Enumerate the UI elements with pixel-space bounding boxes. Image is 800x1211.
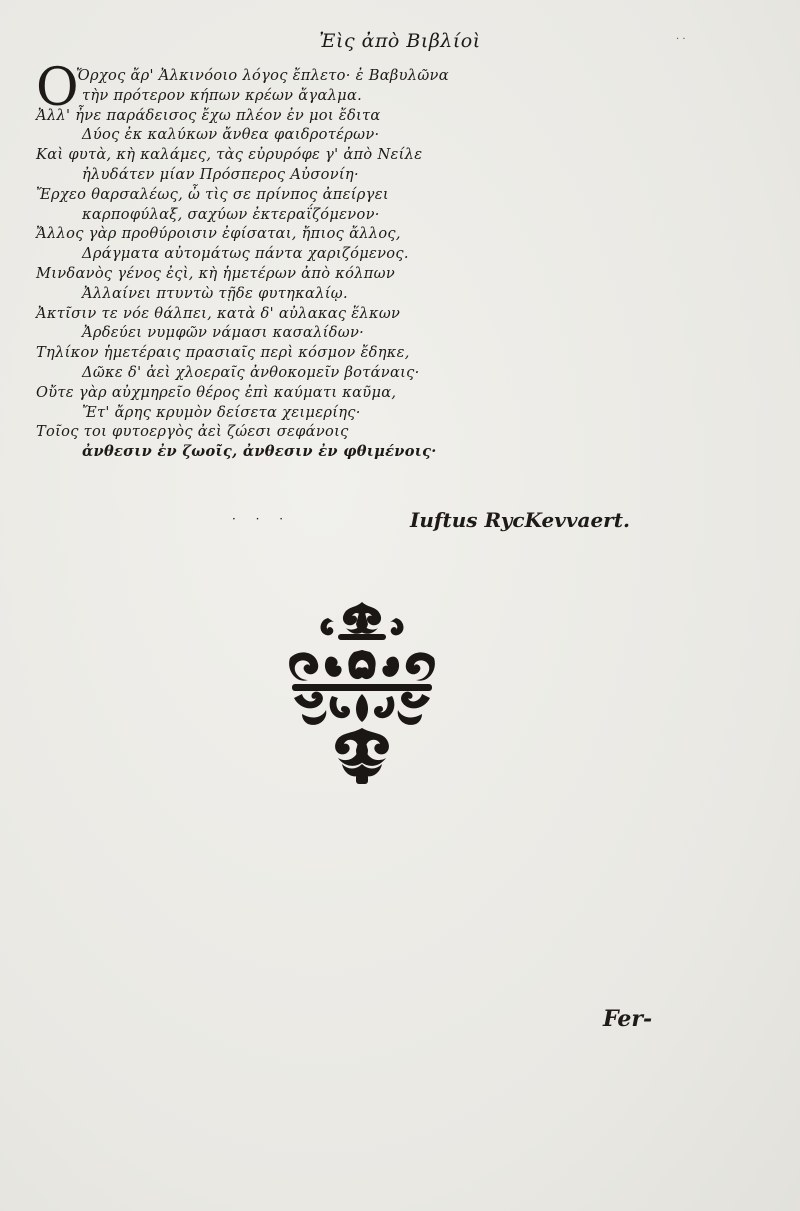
separator-dots: · · · — [232, 512, 292, 526]
poem-line: Ἀρδεύει νυμφῶν νάμασι κασαλίδων· — [82, 324, 365, 342]
poem-line: Ἄλλος γὰρ προθύροισιν ἐφίσαται, ἤπιος ἄλλος, — [36, 225, 401, 243]
poem-line: Ὄρχος ἄρ' Ἀλκινόοιο λόγος ἔπλετο· ἐ Βαβυλῶνα — [76, 67, 449, 84]
poem-line: Ἔρχεο θαρσαλέως, ὦ τὶς σε πρίνπος ἀπείργει — [36, 185, 389, 203]
poem-line: Τηλίκον ἡμετέραις πρασιαῖς περὶ κόσμον ἔδηκε, — [36, 344, 410, 362]
printers-ornament — [282, 598, 442, 788]
poem-line: Μινδανὸς γένος ἐςὶ, κὴ ἡμετέρων ἀπὸ κόλπων — [36, 264, 396, 282]
poem-line: ἠλυδάτεν μίαν Πρόσπερος Αὐσονίη· — [82, 165, 359, 183]
poem-line: Ἀλλαίνει πτυντὼ τῇδε φυτηκαλίῳ. — [82, 284, 348, 302]
corner-mark: · · — [676, 34, 686, 45]
poem-line: Καὶ φυτὰ, κὴ καλάμες, τὰς εὐρυρόφε γ' ἀπὸ Νείλε — [36, 146, 423, 164]
poem-line: καρποφύλαξ, σαχύων ἐκτεραΐζόμενον· — [82, 205, 380, 223]
poem-line: Ἀκτῖσιν τε νόε θάλπει, κατὰ δ' αὐλακας ἕλκων — [36, 304, 401, 322]
poem-line: Οὔτε γὰρ αὐχμηρεῖο θέρος ἐπὶ καύματι καῦμα, — [36, 383, 397, 401]
poem-line: ἀνθεσιν ἐν ζωοῖς, ἀνθεσιν ἐν φθιμένοις· — [82, 443, 437, 461]
poem-line: Ἔτ' ἄρης κρυμὸν δείσετα χειμερίης· — [82, 403, 361, 421]
poem-line: Δύος ἐκ καλύκων ἄνθεα φαιδροτέρων· — [82, 126, 380, 144]
poem-line: Ἀλλ' ἦνε παράδεισος ἔχω πλέον ἐν μοι ἔδιτα — [36, 106, 381, 124]
poem-line: Τοῖος τοι φυτοεργὸς ἀεὶ ζώεσι σεφάνοις — [36, 423, 349, 441]
poem-line: Δῶκε δ' ἀεὶ χλοεραῖς ἀνθοκομεῖν βοτάναις· — [82, 363, 420, 381]
running-title: Ἐὶς ἀπὸ Βιβλίοὶ — [319, 30, 481, 52]
catchword: Fer- — [603, 1006, 653, 1032]
greek-poem — [36, 58, 776, 462]
author-signature: Iuftus RycKevvaert. — [410, 508, 630, 532]
poem-line: τὴν πρότερον κήπων κρέων ἄγαλμα. — [82, 86, 363, 104]
poem-line: Δράγματα αὐτομάτως πάντα χαριζόμενος. — [82, 245, 409, 263]
drop-capital: O — [36, 58, 79, 118]
